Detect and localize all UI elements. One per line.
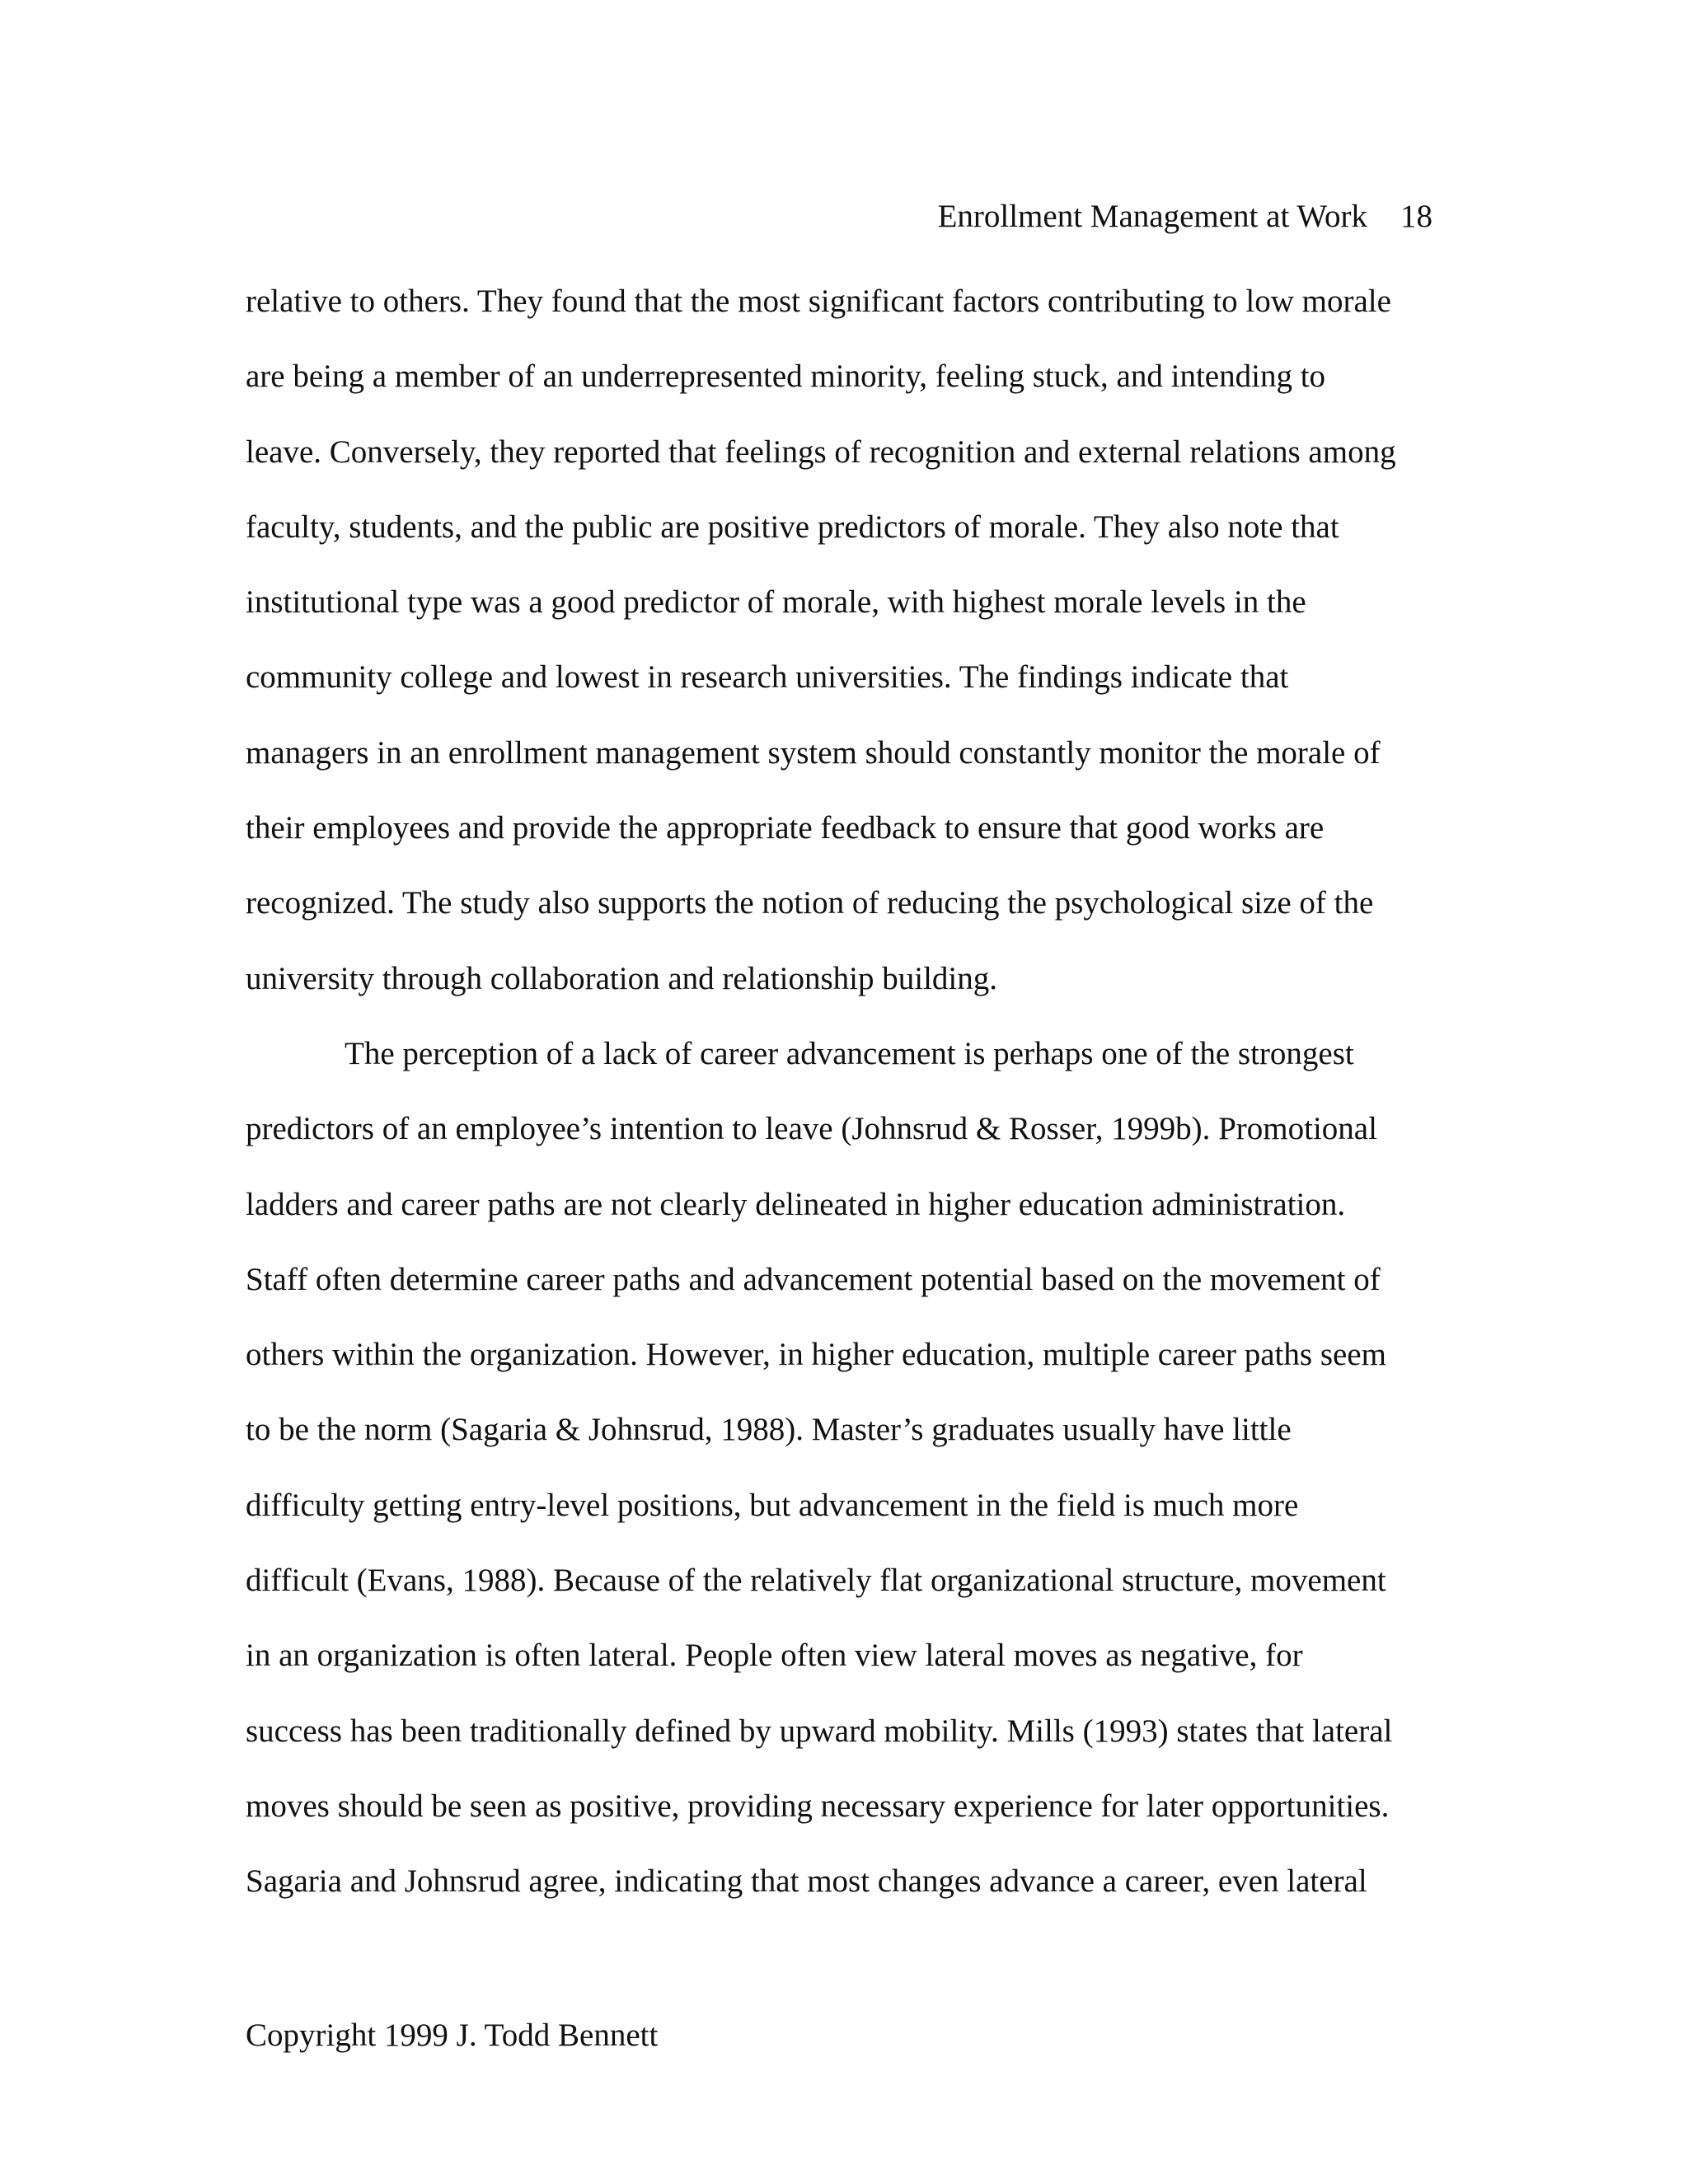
page-number: 18 xyxy=(1400,199,1432,234)
text-line: difficult (Evans, 1988). Because of the relatively flat organizational structure, movement xyxy=(246,1563,1386,1599)
text-line: managers in an enrollment management system should constantly monitor the morale of xyxy=(246,734,1381,771)
text-line: Sagaria and Johnsrud agree, indicating that most changes advance a career, even lateral xyxy=(246,1863,1367,1900)
text-line: difficulty getting entry-level positions, but advancement in the field is much more xyxy=(246,1487,1299,1523)
running-head xyxy=(938,192,1432,241)
text-line: recognized. The study also supports the notion of reducing the psychological size of the xyxy=(246,885,1374,921)
copyright-footer: Copyright 1999 J. Todd Bennett xyxy=(246,2018,659,2053)
text-line: predictors of an employee’s intention to leave (Johnsrud & Rosser, 1999b). Promotional xyxy=(246,1111,1377,1147)
text-line: ladders and career paths are not clearly delineated in higher education administration. xyxy=(246,1186,1346,1222)
text-line: others within the organization. However, in higher education, multiple career paths seem xyxy=(246,1337,1386,1373)
text-line: leave. Conversely, they reported that feelings of recognition and external relations among xyxy=(246,434,1396,470)
running-title: Enrollment Management at Work xyxy=(937,199,1367,234)
text-line: their employees and provide the appropriate feedback to ensure that good works are xyxy=(246,810,1325,846)
text-line: university through collaboration and relationship building. xyxy=(246,960,998,996)
text-line: moves should be seen as positive, providing necessary experience for later opportunities. xyxy=(246,1788,1390,1824)
text-line: in an organization is often lateral. People often view lateral moves as negative, for xyxy=(246,1638,1303,1674)
paragraph-first-line: The perception of a lack of career advancement is perhaps one of the strongest xyxy=(345,1035,1354,1071)
text-line: community college and lowest in research universities. The findings indicate that xyxy=(246,659,1289,696)
body-text xyxy=(246,264,1441,1919)
text-line: relative to others. They found that the most significant factors contributing to low morale xyxy=(246,284,1391,319)
text-line: success has been traditionally defined by upward mobility. Mills (1993) states that lateral xyxy=(246,1713,1393,1749)
text-line: Staff often determine career paths and advancement potential based on the movement of xyxy=(246,1261,1381,1297)
text-line: to be the norm (Sagaria & Johnsrud, 1988). Master’s graduates usually have little xyxy=(246,1412,1292,1448)
text-line: are being a member of an underrepresented minority, feeling stuck, and intending to xyxy=(246,359,1326,395)
text-line: institutional type was a good predictor of morale, with highest morale levels in the xyxy=(246,584,1306,621)
text-line: faculty, students, and the public are positive predictors of morale. They also note that xyxy=(246,509,1339,545)
